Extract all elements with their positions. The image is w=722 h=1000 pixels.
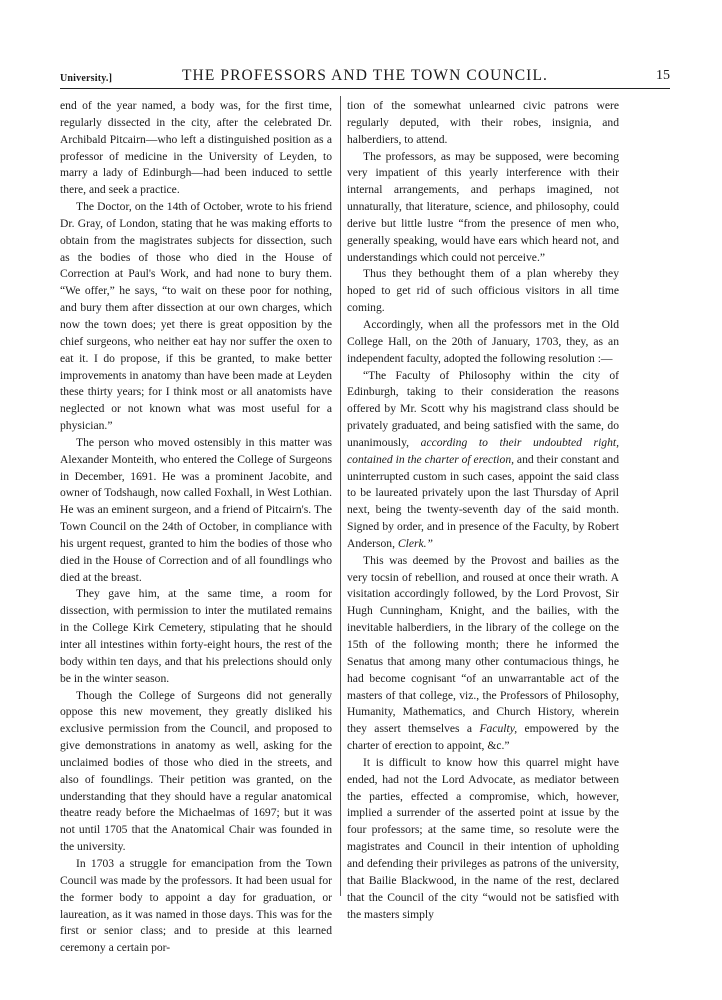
paragraph: They gave him, at the same time, a room for dissection, with permission to inter the mutilated remains in the College Kirk Cemetery, stipulating that he should inter all intestines within forty-eight hours, the rest of the body within ten days, and that his prelections should only be in the winter season. [60,587,332,685]
left-column [60,98,332,957]
header-rule [60,88,670,89]
paragraph: In 1703 a struggle for emancipation from the Town Council was made by the professors. It had been usual for the former body to appoint a day for graduation, or laureation, as it was named in those days. This was for the first or senior class; and to preside at this learned ceremony a certain por- [60,856,332,955]
quote-text: and their constant and uninterrupted custom in such cases, appoint the said class to be laureated privately upon the last Thursday of April next, being the twenty-seventh day of the said month. Signed by order, and in presence of the Faculty, by Robert Anderson, [347,452,619,550]
paragraph: The Doctor, on the 14th of October, wrote to his friend Dr. Gray, of London, stating that he was making efforts to obtain from the magistrates subjects for dissection, such as the bodies of those who died in the House of Correction at Paul's Work, and had none to bury them. “We offer,” he says, “to wait on these poor for nothing, and bury them after dissection at our own charges, which now the town does; yet there is great opposition by the chief surgeons, who neither eat hay nor suffer the oxen to eat it. I do propose, if this be granted, to make better improvements in anatomy than have been made at Leyden these thirty years; for I think most or all anatomists have neglected or not known what was most useful for a physician.” [60,200,332,433]
paragraph: Though the College of Surgeons did not generally oppose this new movement, they greatly disliked his exclusive permission from the Council, and proposed to give demonstrations in anatomy as well, asking for the unclaimed bodies of those who died in the streets, and also of foundlings. Their petition was granted, on the understanding that they should have a regular anatomical theatre ready before the Michaelmas of 1697; but it was not until 1705 that the Anatomical Chair was founded in the university. [60,688,332,854]
paragraph: Thus they bethought them of a plan whereby they hoped to get rid of such officious visitors in all time coming. [347,267,619,315]
section-label: University.] [60,73,113,84]
page-title: THE PROFESSORS AND THE TOWN COUNCIL. [181,67,548,84]
clerk-title: Clerk.” [397,536,433,550]
paragraph: Accordingly, when all the professors met in the Old College Hall, on the 20th of January, 1703, they, as an independent faculty, adopted the following resolution :— [347,317,619,365]
paragraph-text: This was deemed by the Provost and bailies as the very tocsin of rebellion, and roused at once their wrath. A visitation accordingly followed, by the Lord Provost, Sir Hugh Cunningham, Knight, and the bailies, with the inevitable halberdiers, in the library of the college on the 15th of the following month; there he informed the Senatus that among many other contumacious things, he had become cognisant “of an unwarrantable act of the masters of that college, viz., the Professors of Philosophy, Humanity, Mathematics, and Church History, wherein they assert themselves a [347,553,619,736]
paragraph: tion of the somewhat unlearned civic patrons were regularly deputed, with their robes, insignia, and halberdiers, to attend. [347,99,619,146]
quote-text: “The Faculty of Philosophy within the city of Edinburgh, taking to their consideration the reasons offered by Mr. Scott why his magistrand class should be privately graduated, and being satisfied with the same, do unanimously, [347,368,619,449]
running-header [60,64,670,86]
paragraph: The professors, as may be supposed, were becoming very impatient of this yearly interference with their internal arrangements, and perhaps imagined, not unnaturally, that literature, science, and philosophy, could derive but little lustre “from the presence of men who, generally speaking, would have ears which heard not, and understandings which could not perceive.” [347,149,619,264]
resolution-quote [347,368,619,553]
quote-italic: according to their undoubted right, contained in the charter of erection, [347,435,620,466]
faculty-italic: Faculty, [479,722,518,736]
right-column [347,98,619,923]
paragraph: It is difficult to know how this quarrel might have ended, had not the Lord Advocate, as mediator between the parties, effected a compromise, which, however, implied a surrender of the asserted point at issue by the four professors; at the same time, so resolute were the magistrates and Council in their intention of upholding and defending their privileges as patrons of the university, that Bailie Blackwood, in the name of the rest, declared that the Council of the city “would not be satisfied with the masters simply [347,755,619,921]
column-divider [340,96,341,896]
paragraph-text: empowered by the charter of erection to appoint, &c.” [347,722,620,753]
paragraph: The person who moved ostensibly in this matter was Alexander Monteith, who entered the College of Surgeons in December, 1691. He was a prominent Jacobite, and owner of Todshaugh, now called Foxhall, in West Lothian. He was an eminent surgeon, and a friend of Pitcairn's. The Town Council on the 24th of October, in compliance with his urgent request, granted to him the bodies of those who died in the House of Correction and of all foundlings who died at the breast. [60,435,332,584]
paragraph [347,553,619,755]
paragraph: end of the year named, a body was, for the first time, regularly dissected in the city, after the celebrated Dr. Archibald Pitcairn—who left a distinguished position as a professor of medicine in the University of Leyden, to marry a lady of Edinburgh—had been induced to settle there, and seek a practice. [60,99,332,197]
page-number: 15 [656,68,670,83]
